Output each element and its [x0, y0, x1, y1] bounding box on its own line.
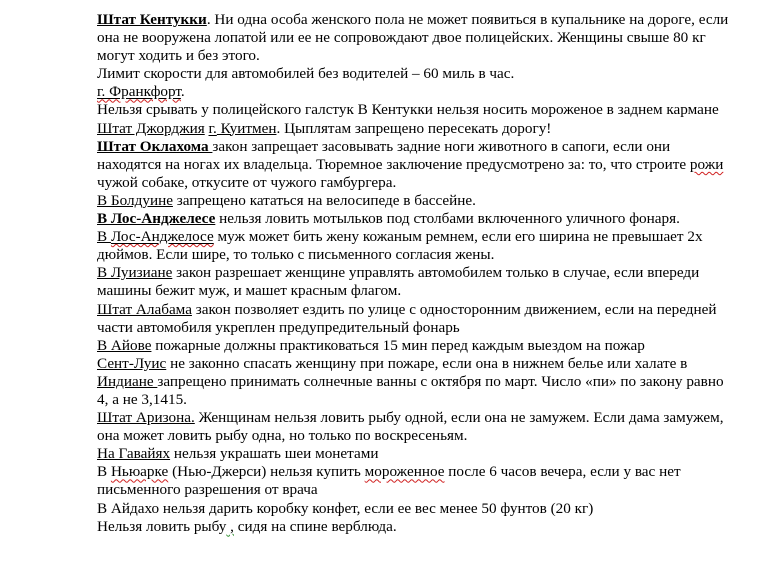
text-camel-body: сидя на спине верблюда. [233, 517, 397, 535]
text-baldwin-body: запрещено кататься на велосипеде в бассейне. [172, 191, 476, 209]
heading-kentucky: Штат Кентукки [97, 11, 207, 28]
text-dot: . [180, 83, 185, 101]
text-iowa: В Айове [97, 336, 152, 354]
document-body [97, 11, 737, 536]
paragraph-frankfort [97, 83, 737, 101]
text-indiana-body: запрещено принимать солнечные ванны с октября по март. Число «пи» по закону равно 4, а не 3,1415. [97, 372, 724, 408]
paragraph-alabama [97, 301, 737, 337]
text-frankfort: г. Франкфорт [97, 83, 181, 101]
text-dot: . [206, 11, 211, 28]
heading-los-angeles: В Лос-Анджелесе [97, 210, 216, 228]
text-st-louis-body: не законно спасать женщину при пожаре, если она в нижнем белье или халате в [166, 354, 688, 372]
text-iowa-body: пожарные должны практиковаться 15 мин перед каждым выездом на пожар [151, 336, 645, 354]
text-arizona-body: Женщинам нельзя ловить рыбу одной, если она не замужем. Если дама замужем, она может ловить рыбу одна, но только по воскресеньям. [97, 409, 724, 445]
text-newark-body-1: (Нью-Джерси) нельзя купить [168, 463, 365, 481]
text-los-angelos: Лос-Анджелосе [110, 228, 214, 246]
text-camel-start: Нельзя ловить рыбу [97, 517, 227, 535]
paragraph-louisiana [97, 264, 737, 300]
text-kentucky-body: Ни одна особа женского пола не может появиться в купальнике на дороге, если она не вооружена лопатой или ее не сопровождают двое полицейских. Женщины свыше 80 кг могут ходить и без этого. [97, 11, 729, 65]
text-v: В [97, 463, 111, 481]
heading-oklahoma: Штат Оклахома [97, 137, 213, 155]
paragraph-georgia [97, 120, 737, 138]
paragraph-baldwin [97, 192, 737, 210]
text-alabama: Штат Алабама [97, 300, 192, 318]
text-georgia: Штат Джорджия [97, 119, 205, 137]
paragraph-oklahoma [97, 138, 737, 192]
text-alabama-body: закон позволяет ездить по улице с односторонним движением, если на передней части автомобиля укреплен предупредительный фонарь [97, 300, 717, 336]
text-v: В [97, 228, 111, 246]
text-st-louis: Сент-Луис [97, 354, 167, 372]
paragraph-speed-limit: Лимит скорости для автомобилей без водителей – 60 миль в час. [97, 65, 515, 83]
paragraph-camel [97, 518, 737, 536]
paragraph-los-angeles-1 [97, 210, 737, 228]
paragraph-kentucky [97, 11, 737, 65]
text-los-angeles-body-2: муж может бить жену кожаным ремнем, если его ширина не превышает 2х дюймов. Если шире, то только с письменного согласия жены. [97, 228, 703, 264]
paragraph-st-louis [97, 355, 737, 409]
text-comma: , [226, 517, 234, 535]
text-oklahoma-body-1: закон запрещает засовывать задние ноги животного в сапоги, если они находятся на ногах их владельца. Тюремное заключение предусмотрено за: то, что строите [97, 137, 690, 173]
text-louisiana: В Луизиане [97, 264, 173, 282]
text-quitman: Куитмен [216, 119, 277, 137]
text-newark: Ньюарке [110, 463, 169, 481]
paragraph-iowa [97, 337, 737, 355]
text-georgia-body: . Цыплятам запрещено пересекать дорогу! [276, 119, 552, 137]
text-los-angeles-body-1: нельзя ловить мотыльков под столбами включенного уличного фонаря. [215, 210, 680, 228]
text-arizona: Штат Аризона. [97, 409, 195, 427]
paragraph-idaho: В Айдахо нельзя дарить коробку конфет, если ее вес менее 50 фунтов (20 кг) [97, 499, 594, 517]
paragraph-los-angeles-2 [97, 228, 737, 264]
text-rozhi: рожи [689, 155, 724, 173]
paragraph-hawaii [97, 445, 737, 463]
text-oklahoma-body-2: чужой собаке, откусите от чужого гамбургера. [97, 173, 397, 191]
text-indiana: Индиане [97, 372, 158, 390]
text-g: г. [208, 119, 217, 137]
text-hawaii-body: нельзя украшать шеи монетами [170, 445, 379, 463]
paragraph-arizona [97, 409, 737, 445]
text-hawaii: На Гавайях [97, 445, 171, 463]
text-louisiana-body: закон разрешает женщине управлять автомобилем только в случае, если впереди машины бежит муж, и машет красным флагом. [97, 264, 700, 300]
paragraph-police-tie: Нельзя срывать у полицейского галстук В Кентукки нельзя носить мороженое в заднем кармане [97, 101, 719, 119]
text-newark-body-2: после 6 часов вечера, если у вас нет письменного разрешения от врача [97, 463, 681, 499]
paragraph-newark [97, 463, 737, 499]
text-ice-cream: мороженное [364, 463, 445, 481]
text-baldwin: В Болдуине [97, 191, 173, 209]
